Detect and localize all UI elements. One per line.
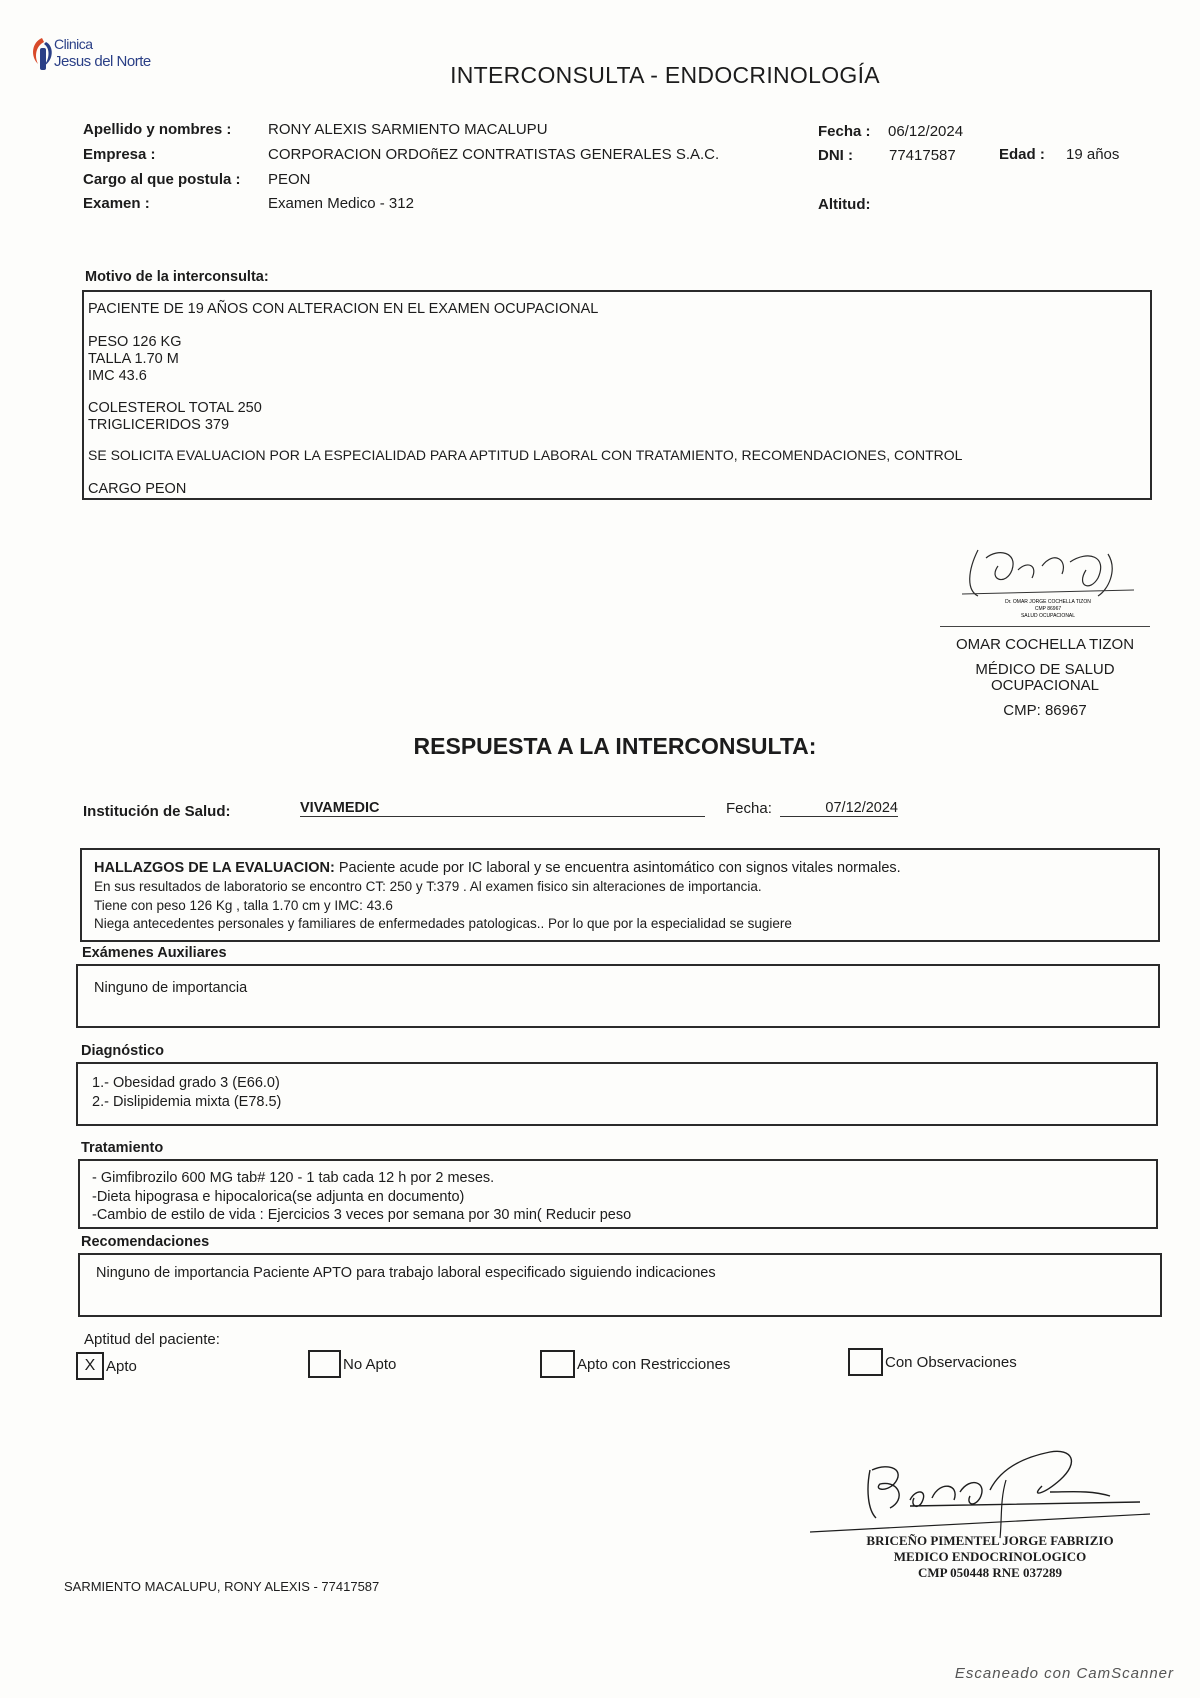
scanner-watermark: Escaneado con CamScanner: [954, 1665, 1174, 1682]
logo-line-2: Jesus del Norte: [54, 53, 151, 70]
findings-line-3: Tiene con peso 126 Kg , talla 1.70 cm y IMC: 43.6: [94, 898, 393, 913]
logo-line-1: Clinica: [54, 36, 93, 52]
reason-position: CARGO PEON: [88, 481, 187, 497]
treat-line-1: - Gimfibrozilo 600 MG tab# 120 - 1 tab cada 12 h por 2 meses.: [92, 1170, 495, 1186]
requester-signature-line: [940, 626, 1150, 627]
requester-stamp-line-2: CMP 86967: [1034, 606, 1062, 612]
exam-label: Examen :: [83, 195, 150, 212]
requester-title-line-1: MÉDICO DE SALUD: [975, 661, 1115, 678]
dni-label: DNI :: [818, 147, 853, 164]
age-label: Edad :: [999, 146, 1045, 163]
requester-name: OMAR COCHELLA TIZON: [955, 636, 1135, 653]
no-apto-checkbox[interactable]: [308, 1350, 341, 1378]
footer-patient-ref: SARMIENTO MACALUPU, RONY ALEXIS - 77417587: [64, 1579, 380, 1594]
reason-bmi: IMC 43.6: [88, 368, 147, 384]
apto-label: Apto: [106, 1357, 137, 1375]
aptitude-option-restrictions[interactable]: [540, 1350, 730, 1378]
reason-triglycerides: TRIGLICERIDOS 379: [88, 417, 230, 433]
aux-label: Exámenes Auxiliares: [82, 945, 227, 961]
observations-label: Con Observaciones: [885, 1353, 1017, 1371]
findings-line-1: [94, 860, 901, 876]
requester-stamp-line-3: SALUD OCUPACIONAL: [1020, 613, 1076, 619]
specialist-name: BRICEÑO PIMENTEL JORGE FABRIZIO: [866, 1533, 1114, 1548]
response-title: RESPUESTA A LA INTERCONSULTA:: [413, 733, 817, 759]
treat-line-2: -Dieta hipograsa e hipocalorica(se adjunta en documento): [92, 1189, 465, 1205]
aux-box: [76, 964, 1160, 1028]
date-value: 06/12/2024: [888, 123, 964, 140]
date-label: Fecha :: [818, 123, 871, 140]
reason-cholesterol: COLESTEROL TOTAL 250: [88, 400, 262, 416]
reason-label: Motivo de la interconsulta:: [85, 269, 269, 285]
specialist-cmp: CMP 050448 RNE 037289: [917, 1565, 1063, 1580]
restrictions-checkbox[interactable]: [540, 1350, 575, 1378]
requester-signature-image: [958, 530, 1138, 622]
findings-line-4: Niega antecedentes personales y familiares de enfermedades patologicas.. Por lo que por la especialidad se sugiere: [94, 916, 792, 931]
findings-label: HALLAZGOS DE LA EVALUACION:: [94, 860, 335, 876]
treat-label: Tratamiento: [81, 1140, 164, 1156]
diag-line-2: 2.- Dislipidemia mixta (E78.5): [92, 1094, 282, 1110]
aux-text: Ninguno de importancia: [94, 980, 248, 996]
reason-line-1: PACIENTE DE 19 AÑOS CON ALTERACION EN EL EXAMEN OCUPACIONAL: [88, 301, 599, 317]
company-name: CORPORACION ORDOñEZ CONTRATISTAS GENERALES S.A.C.: [268, 146, 720, 163]
response-date-value: 07/12/2024: [780, 800, 898, 817]
patient-name: RONY ALEXIS SARMIENTO MACALUPU: [268, 121, 548, 138]
page-title: INTERCONSULTA - ENDOCRINOLOGÍA: [450, 62, 880, 88]
aptitude-label: Aptitud del paciente:: [84, 1331, 220, 1348]
aptitude-option-observations[interactable]: [848, 1348, 1017, 1376]
dni-value: 77417587: [889, 147, 956, 164]
position-label: Cargo al que postula :: [83, 171, 241, 188]
name-label: Apellido y nombres :: [83, 121, 232, 138]
recom-text: Ninguno de importancia Paciente APTO para trabajo laboral especificado siguiendo indicaciones: [96, 1265, 716, 1281]
diag-line-1: 1.- Obesidad grado 3 (E66.0): [92, 1075, 280, 1091]
altitude-label: Altitud:: [818, 196, 871, 213]
aptitude-option-no-apto[interactable]: [308, 1350, 396, 1378]
apto-checkbox[interactable]: X: [76, 1352, 104, 1380]
restrictions-label: Apto con Restricciones: [577, 1355, 731, 1373]
recom-box: [78, 1253, 1162, 1317]
requester-cmp: CMP: 86967: [1003, 702, 1087, 719]
requester-stamp-line-1: Dr. OMAR JORGE COCHELLA TIZON: [1005, 599, 1091, 605]
requester-title: [900, 662, 1190, 694]
institution-value: VIVAMEDIC: [300, 800, 705, 817]
reason-request: SE SOLICITA EVALUACION POR LA ESPECIALIDAD PARA APTITUD LABORAL CON TRATAMIENTO, RECOMENDACIONES, CONTROL: [88, 447, 963, 463]
specialist-stamp: [830, 1533, 1150, 1581]
findings-text-1: Paciente acude por IC laboral y se encuentra asintomático con signos vitales normales.: [338, 860, 901, 876]
no-apto-label: No Apto: [343, 1355, 397, 1373]
reason-height: TALLA 1.70 M: [88, 351, 179, 367]
findings-line-2: En sus resultados de laboratorio se encontro CT: 250 y T:379 . Al examen fisico sin alteraciones de importancia.: [94, 879, 762, 894]
response-date-label: Fecha:: [726, 800, 772, 817]
treat-box: [78, 1159, 1158, 1229]
exam-value: Examen Medico - 312: [268, 195, 414, 212]
specialist-title: MEDICO ENDOCRINOLOGICO: [893, 1549, 1087, 1564]
recom-label: Recomendaciones: [81, 1234, 210, 1250]
reason-weight: PESO 126 KG: [88, 334, 182, 350]
reason-box: [82, 290, 1152, 500]
institution-label: Institución de Salud:: [83, 803, 231, 820]
observations-checkbox[interactable]: [848, 1348, 883, 1376]
aptitude-option-apto[interactable]: [76, 1352, 137, 1380]
diag-label: Diagnóstico: [81, 1043, 164, 1059]
findings-box: [80, 848, 1160, 942]
requester-title-line-2: OCUPACIONAL: [990, 677, 1100, 694]
age-value: 19 años: [1066, 146, 1120, 163]
company-label: Empresa :: [83, 146, 156, 163]
diag-box: [76, 1062, 1158, 1126]
treat-line-3: -Cambio de estilo de vida : Ejercicios 3 veces por semana por 30 min( Reducir peso: [92, 1207, 632, 1223]
position-value: PEON: [268, 171, 311, 188]
